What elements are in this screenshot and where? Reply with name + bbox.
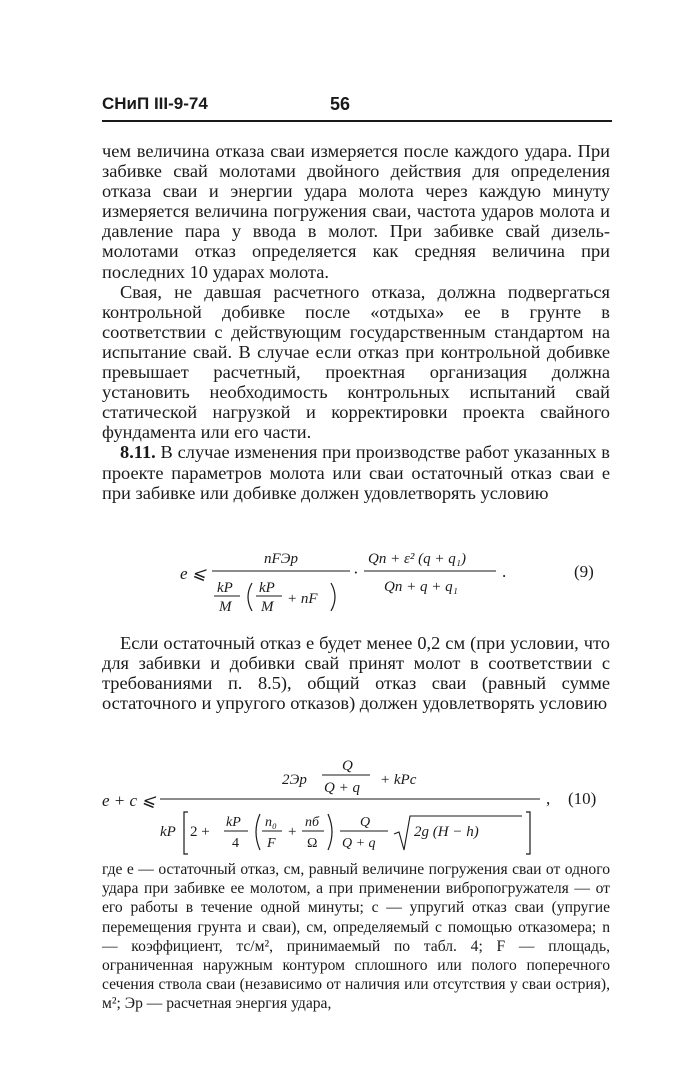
eq10-den-qq: Q + q	[342, 836, 376, 851]
formula-9-svg	[102, 535, 610, 615]
eq10-den-b: 2 +	[190, 824, 210, 840]
eq9-num2: Qп + ε² (q + q₁)	[368, 551, 466, 567]
eq9-den1-c: kP	[259, 580, 275, 596]
eq10-number: (10)	[568, 789, 597, 808]
eq10-right-bracket	[526, 812, 530, 854]
eq9-den1-e: + nF	[287, 591, 318, 607]
eq10-den-left-paren	[256, 814, 260, 850]
eq9-number: (9)	[574, 562, 594, 581]
eq9-den2: Qп + q + q₁	[384, 579, 458, 595]
eq10-den-a: kP	[160, 824, 176, 840]
eq10-den-f: F	[267, 836, 276, 851]
eq10-den-omega: Ω	[307, 836, 318, 851]
paragraph-1: чем величина отказа сваи измеряется после каждого удара. При забивке свай молотами двойного действия для определения отказа сваи и энергии удара молота через каждую минуту измеряется величина погружения сваи, частота ударов молота и давление пара у ввода в молот. При забивке свай дизель-молотами отказ определяется как средняя величина при последних 10 ударах молота.	[102, 141, 610, 282]
paragraph-2: Свая, не давшая расчетного отказа, должна подвергаться контрольной добивке после «отдыха» ее в грунте в соответствии с действующим государственным стандартом на испытание свай. В случае если отказ при контрольной добивке превышает расчетный, проектная организация должна установить необходимость контрольных испытаний свай статической нагрузкой и корректировки проекта свайного фундамента или его части.	[102, 281, 610, 443]
eq10-den-n0: n₀	[265, 815, 277, 830]
body-text-middle	[102, 633, 610, 713]
eq9-left-paren	[248, 583, 252, 611]
eq10-end: ,	[546, 789, 551, 808]
eq10-left-bracket	[184, 812, 188, 854]
document-code: СНиП III-9-74	[102, 94, 208, 113]
page-number: 56	[330, 94, 351, 114]
formula-9	[102, 535, 610, 615]
eq9-end: .	[502, 562, 507, 581]
definitions-paragraph: где e — остаточный отказ, см, равный величине погружения сваи от одного удара при забивке ее молотом, а при применении вибропогружателя — от его работы в течение одной минуты; c — упругий отказ сваи (упругие перемещения грунта и сваи), см, определяемый с помощью отказомера; n — коэффициент, тс/м², принимаемый по табл. 4; F — площадь, ограниченная наружным контуром сплошного или полого поперечного сечения ствола сваи (независимо от наличия или отсутствия у сваи острия), м²; Эр — расчетная энергия удара,	[102, 861, 610, 1013]
eq10-num-b: + kPc	[380, 772, 417, 788]
header-rule	[102, 120, 612, 122]
eq9-den1-b: M	[219, 599, 232, 615]
eq9-den1-d: M	[261, 599, 274, 615]
eq9-lhs: e ⩽	[180, 564, 207, 583]
eq10-den-kp: kP	[226, 815, 241, 830]
eq9-num1: nFЭр	[264, 551, 298, 567]
page-header	[102, 94, 612, 118]
paragraph-4: Если остаточный отказ e будет менее 0,2 см (при условии, что для забивки и добивки свай принят молот в соответствии с требованиями п. 8.5), общий отказ сваи (равный сумме остаточного и упругого отказов) должен удовлетворять условию	[102, 633, 610, 714]
eq9-dot: ·	[353, 563, 359, 582]
body-text-top	[102, 141, 610, 503]
eq10-den-sqrt: 2g (H − h)	[414, 824, 479, 840]
eq10-den-right-paren	[328, 814, 332, 850]
formula-10-svg	[102, 758, 610, 862]
eq9-den1-a: kP	[217, 580, 233, 596]
section-text: В случае изменения при производстве работ указанных в проекте параметров молота или сваи остаточный отказ сваи e при забивке или добивке должен удовлетворять условию	[102, 442, 610, 503]
section-number: 8.11.	[120, 442, 156, 463]
definitions-text	[102, 860, 610, 1014]
eq10-den-nb: nб	[305, 815, 320, 830]
paragraph-8-11	[102, 442, 610, 502]
eq10-lhs: e + c ⩽	[102, 791, 156, 810]
eq10-num-qq: Q + q	[324, 780, 360, 796]
eq10-den-4: 4	[232, 836, 239, 851]
eq9-right-paren	[331, 583, 335, 611]
eq10-den-q: Q	[360, 815, 371, 830]
eq10-num-a: 2Эр	[282, 772, 307, 788]
eq10-den-plus: +	[288, 824, 297, 840]
eq10-num-q: Q	[342, 758, 353, 774]
formula-10	[102, 758, 610, 862]
